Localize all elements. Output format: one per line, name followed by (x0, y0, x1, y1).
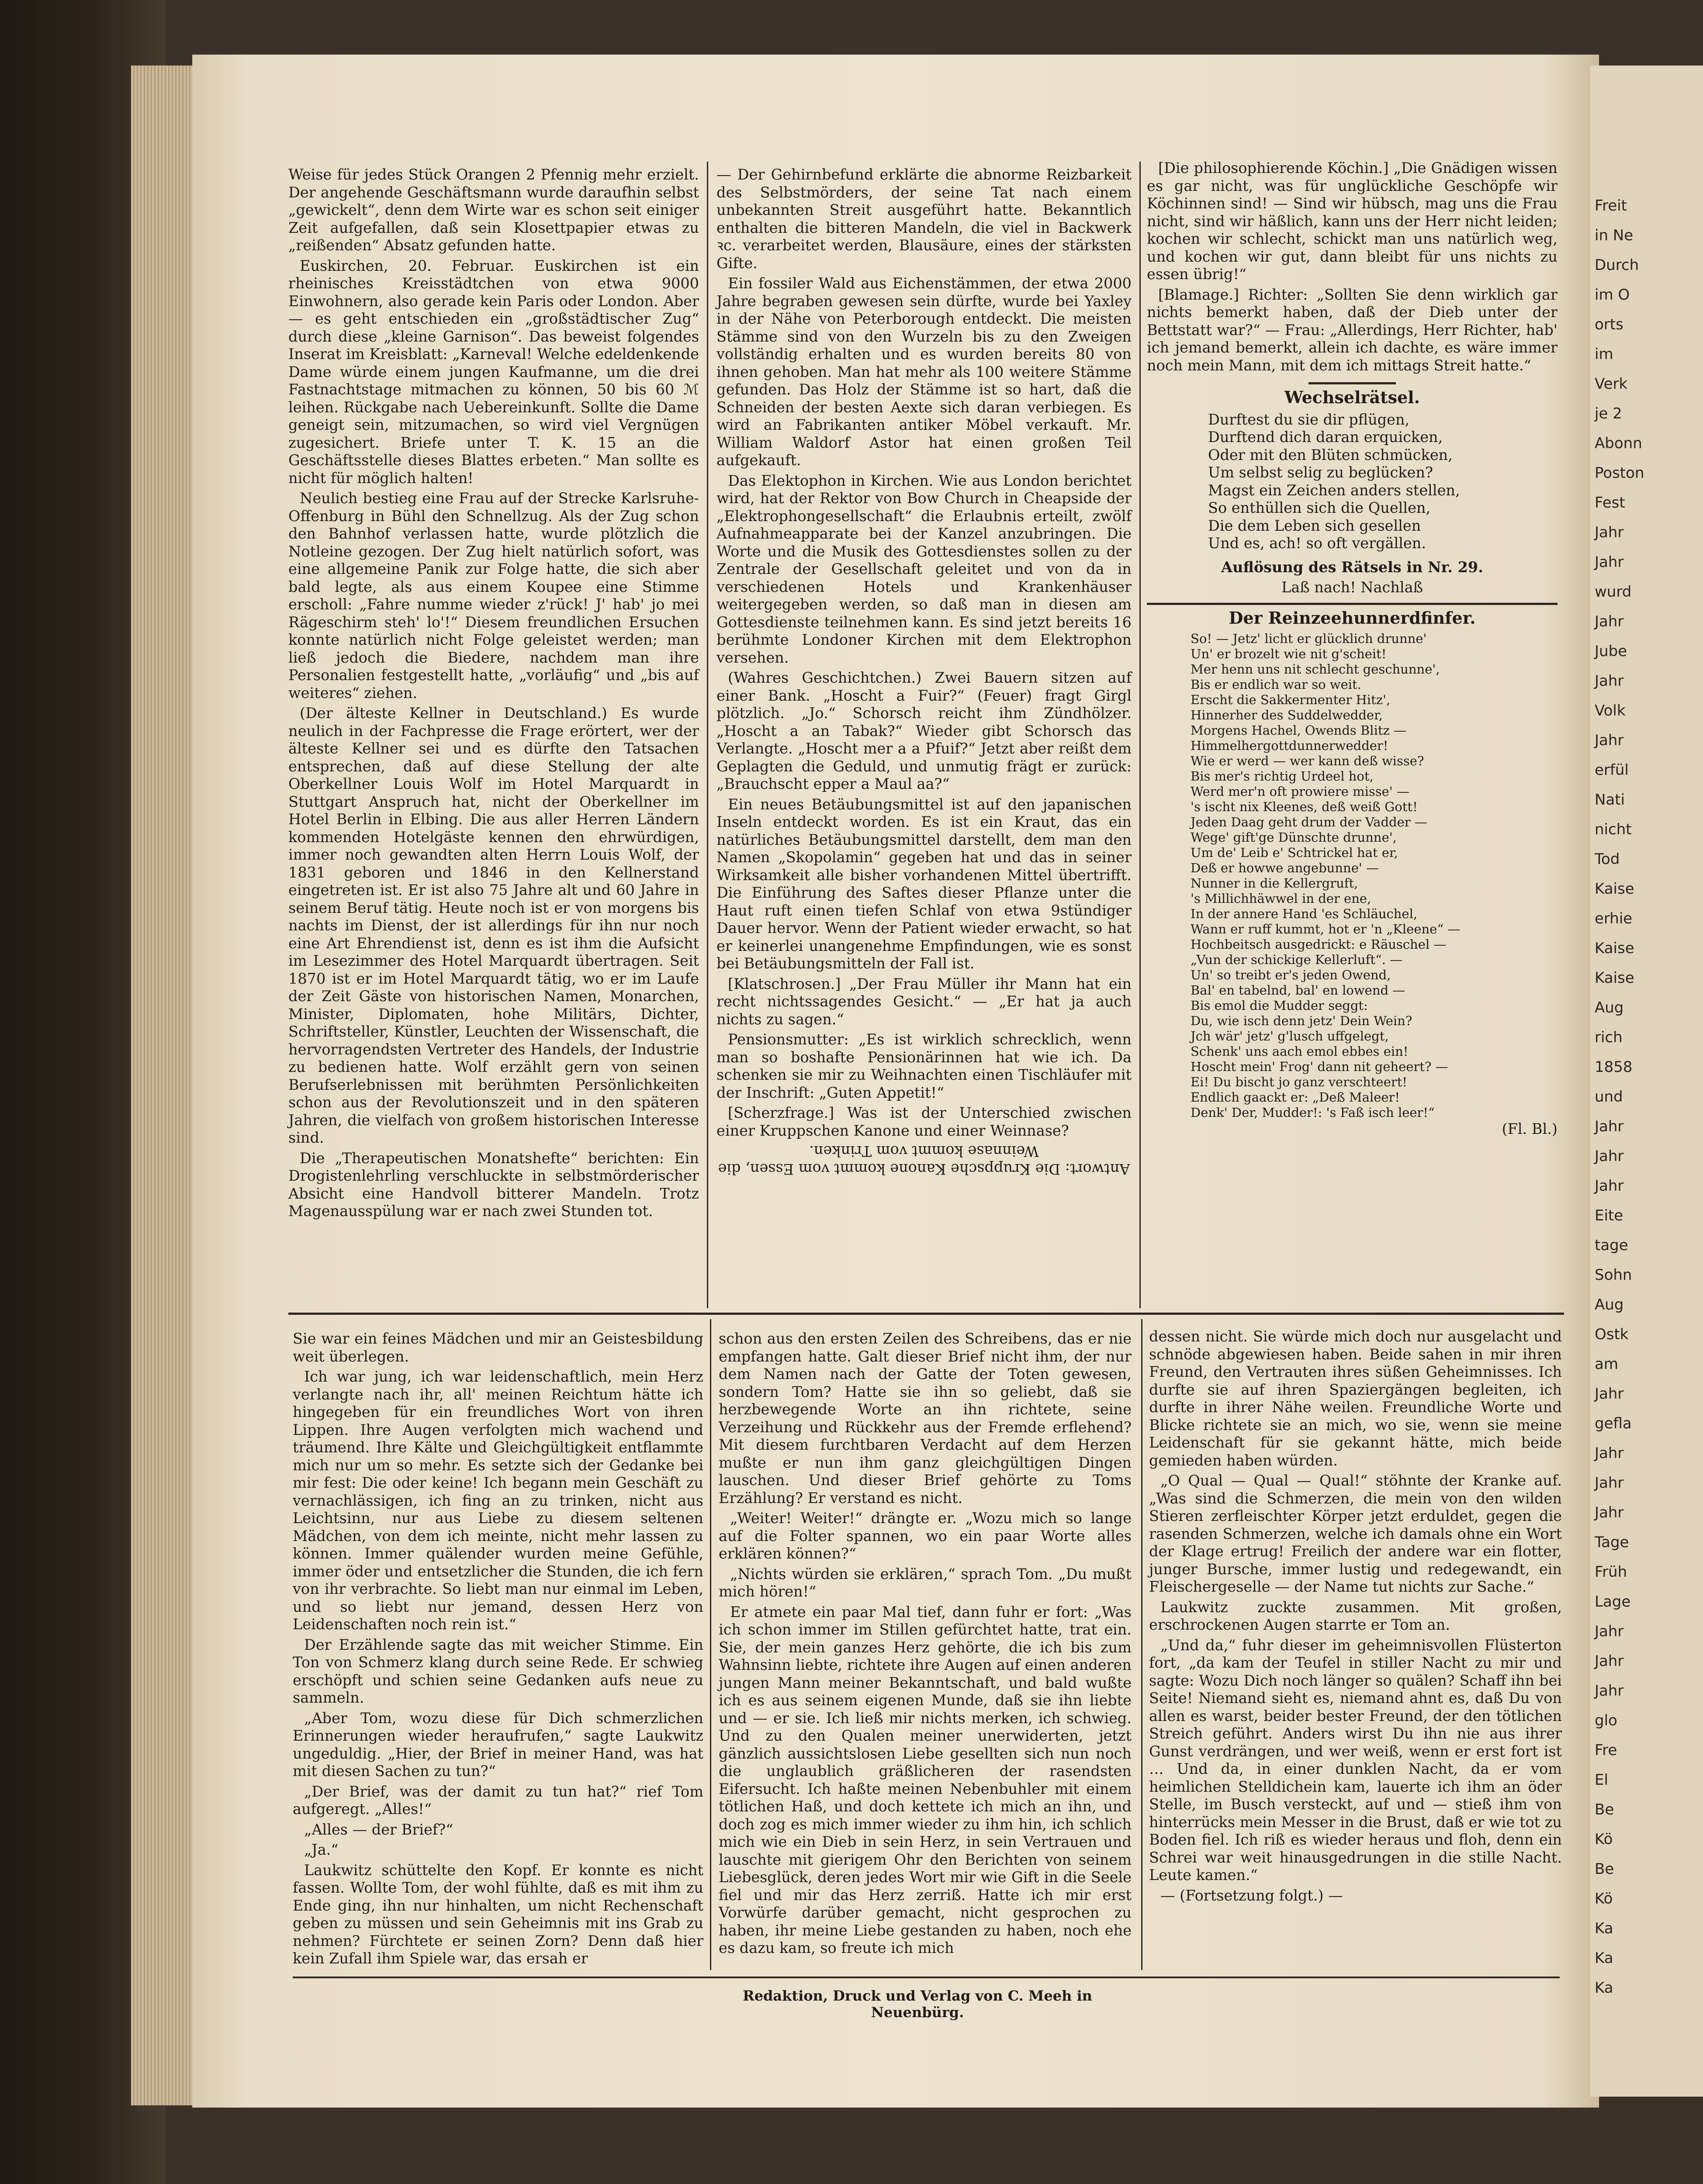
poem-line: Wann er ruff kummt, hot er 'n „Kleene“ — (1191, 922, 1461, 936)
facing-page-text: Früh (1595, 1563, 1627, 1581)
paragraph: Weise für jedes Stück Orangen 2 Pfennig mehr erzielt. Der angehende Geschäftsmann wurde daraufhin selbst „gewickelt“, denn dem Wirte war es schon seit einiger Zeit aufgefallen, daß sein Klosettpapier etwas zu „reißenden“ Absatz gefunden hatte. (288, 166, 699, 254)
riddle-solution: Auflösung des Rätsels in Nr. 29. (1221, 558, 1483, 576)
facing-page-text: orts (1595, 316, 1623, 333)
facing-page-text: Verk (1595, 375, 1628, 393)
facing-page-text: Tod (1595, 850, 1620, 868)
paragraph: [Blamage.] Richter: „Sollten Sie denn wirklich gar nichts bemerkt haben, daß der Dieb unter der Bettstatt war?“ — Frau: „Allerdings, Herr Richter, hab' ich jemand bemerkt, allein ich dachte, es wäre immer noch mein Mann, mit dem ich mittags Streit hatte.“ (1147, 286, 1558, 374)
poem-line: Mer henn uns nit schlecht geschunne', (1191, 662, 1440, 677)
paragraph: Ein neues Betäubungsmittel ist auf den japanischen Inseln entdeckt worden. Es ist ein Kraut, das ein natürliches Betäubungsmittel darstellt, dem man den Namen „Skopolamin“ gegeben hat und das in seiner Wirksamkeit alle bisher vorhandenen Mittel übertrifft. Die Einführung des Saftes dieser Pflanze unter die Haut ruft einen tiefen Schlaf von etwa 9stündiger Dauer hervor. Wenn der Patient wieder erwacht, so hat er keinerlei unangenehme Empfindungen, wie es sonst bei Betäubungsmitteln der Fall ist. (717, 795, 1132, 972)
paragraph: „Der Brief, was der damit zu tun hat?“ rief Tom aufgeregt. „Alles!“ (293, 1783, 703, 1818)
poem-line: Hochbeitsch ausgedrickt: e Räuschel — (1191, 937, 1447, 952)
facing-page-text: Kaise (1595, 969, 1634, 987)
poem-line: Un' so treibt er's jeden Owend, (1191, 968, 1391, 982)
column-e (719, 1330, 1132, 1960)
facing-page-text: Jahr (1595, 1623, 1624, 1640)
poem-line: Werd mer'n oft prowiere misse' — (1191, 784, 1409, 799)
poem-line: Denk' Der, Mudder!: 's Faß isch leer!“ (1191, 1105, 1435, 1120)
paragraph: [Die philosophierende Köchin.] „Die Gnädigen wissen es gar nicht, was für unglückliche Geschöpfe wir Köchinnen sind! — Sind wir hübsch, mag uns die Frau nicht, sind wir häßlich, kann uns der Herr nicht leiden; kochen wir schlecht, schickt man uns natürlich weg, und kochen wir gut, dann bleibt für uns nichts zu essen übrig!“ (1147, 159, 1558, 283)
facing-page-text: im (1595, 346, 1613, 363)
poem-rule (1147, 603, 1558, 605)
column-a (288, 166, 699, 1223)
paragraph: Der Erzählende sagte das mit weicher Stimme. Ein Ton von Schmerz klang durch seine Rede. Er schwieg erschöpft und schien seine Gedanken aufs neue zu sammeln. (293, 1636, 703, 1706)
poem-line: Hinnerher des Suddelwedder, (1191, 708, 1383, 722)
poem-line: Um de' Leib e' Schtrickel hat er, (1191, 845, 1398, 860)
paragraph: „Aber Tom, wozu diese für Dich schmerzlichen Erinnerungen wieder heraufrufen,“ sagte Laukwitz ungeduldig. „Hier, der Brief in meiner Hand, was hat mit diesen Sachen zu tun?“ (293, 1709, 703, 1780)
facing-page-text: Jahr (1595, 1177, 1624, 1195)
paragraph: Laukwitz zuckte zusammen. Mit großen, erschrockenen Augen starrte er Tom an. (1149, 1598, 1562, 1633)
poem-line: Nunner in die Kellergruft, (1191, 876, 1358, 891)
paragraph: dessen nicht. Sie würde mich doch nur ausgelacht und schnöde abgewiesen haben. Beide sahen in mir ihren Freund, den Vertrauten ihres süßen Geheimnisses. Ich durfte sie auf ihren Spaziergängen begleiten, ich durfte in ihrer Nähe weilen. Freundliche Worte und Blicke richtete sie an mich, wo sie, wenn sie meine Leidenschaft für sie gekannt hätte, mich beide gemieden haben würden. (1149, 1328, 1562, 1469)
paragraph: Euskirchen, 20. Februar. Euskirchen ist ein rheinisches Kreisstädtchen von etwa 9000 Einwohnern, also gerade kein Paris oder London. Aber — es geht entschieden ein „großstädtischer Zug“ durch diese „kleine Garnison“. Das beweist folgendes Inserat im Kreisblatt: „Karneval! Welche edeldenkende Dame würde einem jungen Kaufmanne, um die drei Fastnachtstage mitmachen zu können, 50 bis 60 ℳ leihen. Rückgabe nach Uebereinkunft. Sollte die Dame geneigt sein, mitzumachen, so wird viel Vergnügen zugesichert. Briefe unter T. K. 15 an die Geschäftsstelle dieses Blattes erbeten.“ Man sollte es nicht für möglich halten! (288, 257, 699, 487)
facing-page-text: Jahr (1595, 1385, 1624, 1403)
column-rule-4 (1141, 1319, 1142, 1970)
page-stack-edges (131, 66, 201, 2105)
poem-line: 's ischt nix Kleenes, deß weiß Gott! (1191, 799, 1418, 814)
riddle-line: Durftest du sie dir pflügen, (1208, 411, 1410, 428)
facing-page-text: erfül (1595, 761, 1629, 779)
paragraph: „Alles — der Brief?“ (304, 1821, 453, 1838)
riddle-title: Wechselrätsel. (1284, 387, 1420, 407)
facing-page-text: Ka (1595, 1920, 1613, 1937)
poem-line: Jch wär' jetz' g'lusch uffgelegt, (1191, 1029, 1389, 1044)
facing-page-text: Fre (1595, 1742, 1617, 1759)
poem-line: Bis mer's richtig Urdeel hot, (1191, 769, 1374, 784)
poem-line: Schenk' uns aach emol ebbes ein! (1191, 1044, 1409, 1059)
facing-page-text: Jahr (1595, 1444, 1624, 1462)
facing-page-text: 1858 (1595, 1058, 1633, 1076)
facing-page-text: Jahr (1595, 732, 1624, 749)
column-d (293, 1330, 703, 1970)
poem-line: In der annere Hand 'es Schläuchel, (1191, 906, 1418, 921)
facing-page-text: Jahr (1595, 1147, 1624, 1165)
facing-page-text: Tage (1595, 1534, 1629, 1551)
riddle-line: Und es, ach! so oft vergällen. (1208, 535, 1426, 552)
facing-page-text: Sohn (1595, 1266, 1632, 1284)
facing-page-text: Aug (1595, 1296, 1624, 1313)
poem-line: Hoscht mein' Frog' dann nit geheert? — (1191, 1059, 1448, 1074)
facing-page-text: Poston (1595, 464, 1644, 482)
inverted-answer: Antwort: Die Kruppsche Kanone kommt vom Essen, die Weinnase kommt vom Trinken. (718, 1143, 1130, 1178)
paragraph: schon aus den ersten Zeilen des Schreibens, das er nie empfangen hatte. Galt dieser Brief nicht ihm, der nur dem Namen nach der Gatte der Toten gewesen, sondern Tom? Hatte sie ihn so geliebt, daß sie herzbewegende Worte an ihn richtete, seine Verzeihung und Rückkehr aus der Fremde erflehend? Mit diesem furchtbaren Verdacht auf dem Herzen mußte er nun ihm ganz gleichgültigen Dingen lauschen. Und dieser Brief gehörte zu Toms Erzählung? Er verstand es nicht. (719, 1330, 1132, 1507)
facing-page-text: Volk (1595, 702, 1626, 719)
poem-title: Der Reinzeehunnerdfinfer. (1229, 608, 1476, 628)
paragraph: [Klatschrosen.] „Der Frau Müller ihr Mann hat ein recht nichtssagendes Gesicht.“ — „Er hat ja auch nichts zu sagen.“ (717, 975, 1132, 1028)
facing-page-text: Ostk (1595, 1326, 1629, 1343)
riddle-line: Die dem Leben sich gesellen (1208, 517, 1421, 534)
column-rule-1 (707, 162, 708, 1308)
riddle-line: Durftend dich daran erquicken, (1208, 429, 1443, 446)
facing-page-text: am (1595, 1355, 1618, 1373)
facing-page-text: Jahr (1595, 1118, 1624, 1135)
facing-page-text: Be (1595, 1801, 1614, 1818)
poem-line: Wie er werd — wer kann deß wisse? (1191, 753, 1424, 768)
paragraph: — Der Gehirnbefund erklärte die abnorme Reizbarkeit des Selbstmörders, der seine Tat nach einem unbekannten Streit ausgeführt hatte. Bekanntlich enthalten die bitteren Mandeln, die viel in Backwerk ꝛc. verarbeitet werden, Blausäure, eines der stärksten Gifte. (717, 166, 1132, 272)
facing-page-text: Fest (1595, 494, 1625, 511)
facing-page-text: Kaise (1595, 880, 1634, 898)
facing-page-text: Lage (1595, 1593, 1631, 1610)
column-f (1149, 1328, 1562, 1907)
poem-line: Du, wie isch denn jetz' Dein Wein? (1191, 1013, 1412, 1028)
column-b (717, 166, 1132, 1180)
facing-page-text: Ka (1595, 1949, 1613, 1967)
facing-page-text: Ka (1595, 1979, 1613, 1997)
poem-line: Bal' en tabelnd, bal' en lowend — (1191, 983, 1405, 998)
facing-page-text: und (1595, 1088, 1623, 1106)
paragraph: „O Qual — Qual — Qual!“ stöhnte der Kranke auf. „Was sind die Schmerzen, die mein von den wilden Stieren zerfleischter Körper jetzt erduldet, gegen die rasenden Schmerzen, welche ich damals ohne ein Wort der Klage ertrug! Freilich der andere war ein flotter, junger Bursche, immer lustig und redegewandt, ein Fleischergeselle — der Name tut nichts zur Sache.“ (1149, 1472, 1562, 1595)
facing-page-text: glo (1595, 1712, 1617, 1729)
facing-page-text: Freit (1595, 197, 1627, 214)
facing-page-text: gefla (1595, 1415, 1632, 1432)
short-rule (1308, 382, 1396, 384)
facing-page-text: Kaise (1595, 940, 1634, 957)
paragraph: Ich war jung, ich war leidenschaftlich, mein Herz verlangte nach ihr, all' meinen Reichtum hätte ich hingegeben für ein freundliches Wort von ihren Lippen. Ihre Augen verfolgten mich wachend und träumend. Ihre Kälte und Gleichgültigkeit entflammte mich nur um so mehr. Es setzte sich der Gedanke bei mir fest: Die oder keine! Ich begann mein Geschäft zu vernachlässigen, ich fing an zu trinken, nicht aus Leichtsinn, nur aus Liebe zu diesem seltenen Mädchen, von dem ich meinte, nicht mehr lassen zu können. Immer quälender wurden meine Gefühle, immer öder und entsetzlicher die Stunden, die ich fern von ihr verbrachte. So liebt man nur einmal im Leben, und so liebt nur jemand, dessen Herz von Leidenschaften noch rein ist.“ (293, 1368, 703, 1633)
facing-page-text: Jahr (1595, 553, 1624, 571)
facing-page-text: Be (1595, 1860, 1614, 1878)
poem-line: Deß er howwe angebunne' — (1191, 860, 1379, 875)
poem-line: Morgens Hachel, Owends Blitz — (1191, 723, 1407, 738)
riddle-line: Oder mit den Blüten schmücken, (1208, 446, 1453, 463)
facing-page-text: wurd (1595, 583, 1632, 601)
paragraph: — (Fortsetzung folgt.) — (1160, 1887, 1343, 1904)
imprint-footer: Redaktion, Druck und Verlag von C. Meeh in Neuenbürg. (743, 1987, 1092, 2021)
facing-page-text: in Ne (1595, 227, 1634, 244)
paragraph: (Wahres Geschichtchen.) Zwei Bauern sitzen auf einer Bank. „Hoscht a Fuir?“ (Feuer) fragt Girgl plötzlich. „Jo.“ Schorsch reicht ihm Zündhölzer. „Hoscht a an Tabak?“ Wieder gibt Schorsch das Verlangte. „Hoscht mer a a Pfuif?“ Jetzt aber reißt dem Geplagten die Geduld, und unmutig frägt er zurück: „Brauchscht epper a Maul aa?“ (717, 669, 1132, 792)
paragraph: Neulich bestieg eine Frau auf der Strecke Karlsruhe-Offenburg in Bühl den Schnellzug. Als der Zug schon den Bahnhof verlassen hatte, wurde plötzlich die Notleine gezogen. Der Zug hielt natürlich sofort, was eine allgemeine Panik zur Folge hatte, die sich aber bald legte, als aus einem Koupee eine Stimme erscholl: „Fahre numme wieder z'rück! J' hab' jo mei Rägeschirm steh' lo'!“ Diesem freundlichen Ersuchen konnte natürlich nicht Folge geleistet werden; man ließ jedoch die Biedere, nachdem man ihre Personalien festgestellt hatte, „vorläufig“ und „bis auf weiteres“ ziehen. (288, 490, 699, 702)
facing-page-text: El (1595, 1771, 1608, 1789)
riddle-line: So enthüllen sich die Quellen, (1208, 499, 1431, 516)
column-rule-3 (710, 1319, 711, 1970)
facing-page-text: Nati (1595, 791, 1625, 809)
poem-line: 's Millichhäwwel in der ene, (1191, 891, 1371, 906)
column-c (1147, 159, 1558, 1141)
facing-page-text: Jube (1595, 643, 1627, 660)
bottom-rule (293, 1977, 1560, 1978)
facing-page-text: Durch (1595, 256, 1639, 274)
facing-page-text: Jahr (1595, 1474, 1624, 1492)
facing-page-text: Jahr (1595, 613, 1624, 630)
paragraph: (Der älteste Kellner in Deutschland.) Es wurde neulich in der Fachpresse die Frage erörtert, wer der älteste Kellner sei und es dürfte den Tatsachen entsprechen, daß auf diese Stellung der alte Oberkellner Louis Wolf im Hotel Marquardt in Stuttgart Anspruch hat, nicht der Oberkellner im Hotel Berlin in Elbing. Die aus aller Herren Ländern kommenden Hotelgäste kennen den ehrwürdigen, immer noch gewandten alten Herrn Louis Wolf, der 1831 geboren und 1846 in den Kellnerstand eingetreten ist. Er ist also 75 Jahre alt und 60 Jahre in seinem Beruf tätig. Heute noch ist er von morgens bis nachts im Dienst, der ist allerdings für ihn nur noch eine Art Ehrendienst ist, denn es ist ihm die Aufsicht im Lesezimmer des Hotel Marquardt übertragen. Seit 1870 ist er im Hotel Marquardt tätig, wo er im Laufe der Zeit Gäste von historischen Namen, Monarchen, Minister, Diplomaten, hohe Militärs, Dichter, Schriftsteller, Künstler, Leuchten der Wissenschaft, die hervorragendsten Vertreter des Handels, der Industrie zu bedienen hatte. Wolf erzählt gern von seinen Berufserlebnissen mit berühmten Persönlichkeiten schon aus der Revolutionszeit und in den späteren Jahren, die vielfach von großem historischen Interesse sind. (288, 705, 699, 1146)
poem-line: Erscht die Sakkermenter Hitz', (1191, 692, 1391, 707)
facing-page-text: tage (1595, 1237, 1628, 1254)
paragraph: „Nichts würden sie erklären,“ sprach Tom. „Du mußt mich hören!“ (719, 1565, 1132, 1600)
facing-page-text: Jahr (1595, 1504, 1624, 1521)
facing-page-text: Jahr (1595, 672, 1624, 690)
poem-line: Wege' gift'ge Dünschte drunne', (1191, 830, 1397, 845)
poem-line: Endlich gaackt er: „Deß Maleer! (1191, 1090, 1400, 1105)
paragraph: Ein fossiler Wald aus Eichenstämmen, der etwa 2000 Jahre begraben gewesen sein dürfte, wurde bei Yaxley in der Nähe von Peterborough entdeckt. Die meisten Stämme sind von den Wurzeln bis zu den Zweigen vollständig erhalten und es wurden bereits 80 von ihnen gehoben. Man hat mehr als 100 weitere Stämme gefunden. Das Holz der Stämme ist so hart, daß die Schneiden der besten Aexte sich daran verbiegen. Es wird an Fabrikanten antiker Möbel verkauft. Mr. William Waldorf Astor hat einen großen Teil aufgekauft. (717, 275, 1132, 469)
facing-page-text: Kö (1595, 1831, 1613, 1848)
column-rule-2 (1139, 162, 1141, 1308)
facing-page-text: rich (1595, 1029, 1623, 1046)
riddle-line: Um selbst selig zu beglücken? (1208, 464, 1433, 481)
facing-page-text: je 2 (1595, 405, 1622, 422)
poem-line: Himmelhergottdunnerwedder! (1191, 738, 1388, 753)
facing-page-text: Eite (1595, 1207, 1623, 1224)
facing-page-fragment (1590, 66, 1703, 2097)
facing-page-text: nicht (1595, 821, 1632, 838)
poem-line: Bis er endlich war so weit. (1191, 677, 1361, 692)
poem-line: Bis emol die Mudder seggt: (1191, 998, 1368, 1013)
facing-page-text: Jahr (1595, 1682, 1624, 1700)
paragraph: Pensionsmutter: „Es ist wirklich schrecklich, wenn man so boshafte Pensionärinnen hat wie ich. Da schenken sie mir zu Weihnachten einen Tischläufer mit der Inschrift: „Guten Appetit!“ (717, 1031, 1132, 1101)
paragraph: „Weiter! Weiter!“ drängte er. „Wozu mich so lange auf die Folter spannen, wo ein paar Worte alles erklären können?“ (719, 1510, 1132, 1562)
riddle-answer: Laß nach! Nachlaß (1281, 579, 1423, 596)
poem-signature: (Fl. Bl.) (1502, 1120, 1558, 1137)
facing-page-text: Jahr (1595, 524, 1624, 541)
facing-page-text: Aug (1595, 999, 1624, 1016)
poem-line: So! — Jetz' licht er glücklich drunne' (1191, 631, 1427, 646)
poem-line: „Vun der schickige Kellerluft“. — (1191, 952, 1403, 967)
paragraph: Sie war ein feines Mädchen und mir an Geistesbildung weit überlegen. (293, 1330, 703, 1365)
section-divider (288, 1313, 1564, 1315)
poem-line: Jeden Daag geht drum der Vadder — (1191, 815, 1427, 829)
riddle-line: Magst ein Zeichen anders stellen, (1208, 481, 1460, 499)
facing-page-text: Jahr (1595, 1652, 1624, 1670)
paragraph: Die „Therapeutischen Monatshefte“ berichten: Ein Drogistenlehrling verschluckte in selbstmörderischer Absicht eine Handvoll bitterer Mandeln. Trotz Magenausspülung war er nach zwei Stunden tot. (288, 1149, 699, 1220)
paragraph: [Scherzfrage.] Was ist der Unterschied zwischen einer Kruppschen Kanone und einer Weinnase? (717, 1104, 1132, 1139)
facing-page-text: Kö (1595, 1890, 1613, 1908)
paragraph: „Ja.“ (304, 1841, 339, 1858)
poem-line: Un' er brozelt wie nit g'scheit! (1191, 646, 1387, 661)
facing-page-text: erhie (1595, 910, 1633, 927)
paragraph: „Und da,“ fuhr dieser im geheimnisvollen Flüsterton fort, „da kam der Teufel in stiller Nacht zu mir und sagte: Wozu Dich noch länger so quälen? Schaff ihn bei Seite! Niemand sieht es, niemand ahnt es, daß Du von allen es warst, beider bester Freund, der den tötlichen Streich geführt. Anders wirst Du ihn nie aus ihrer Gunst verdrängen, und wer weiß, wenn er erst fort ist … Und da, in einer dunklen Nacht, da er vom heimlichen Stelldichein kam, lauerte ich ihm an öder Stelle, im Busch versteckt, auf und — stieß ihm von hinterrücks mein Messer in die Brust, daß er wie tot zu Boden fiel. Ich riß es wieder heraus und floh, denn ein Schrei war weit hinausgedrungen in die stille Nacht. Leute kamen.“ (1149, 1636, 1562, 1883)
facing-page-text: Abonn (1595, 435, 1642, 452)
poem-line: Ei! Du bischt jo ganz verschteert! (1191, 1075, 1408, 1089)
paragraph: Das Elektophon in Kirchen. Wie aus London berichtet wird, hat der Rektor von Bow Church in Cheapside der „Elektrophongesellschaft“ die Erlaubnis erteilt, zwölf Aufnahmeapparate bei der Kanzel anzubringen. Die Worte und die Musik des Gottesdienstes sollen zu der Zentrale der Gesellschaft geleitet und von da in verschiedenen Hotels und Krankenhäuser weitergegeben werden, so daß man in diesen am Gottesdienste teilnehmen kann. Es sind jetzt bereits 16 berühmte Londoner Kirchen mit dem Elektrophon versehen. (717, 472, 1132, 666)
paragraph: Laukwitz schüttelte den Kopf. Er konnte es nicht fassen. Wollte Tom, der wohl fühlte, daß es mit ihm zu Ende ging, ihn nur hinhalten, um nicht Rechenschaft geben zu müssen und sein Geheimnis mit ins Grab zu nehmen? Fürchtete er seinen Zorn? Denn daß hier kein Zufall ihm Spiele war, das ersah er (293, 1861, 703, 1967)
facing-page-text: im O (1595, 286, 1630, 304)
paragraph: Er atmete ein paar Mal tief, dann fuhr er fort: „Was ich schon immer im Stillen gefürchtet hatte, trat ein. Sie, der mein ganzes Herz gehörte, die ich bis zum Wahnsinn liebte, richtete ihre Augen auf einen anderen jungen Mann meiner Bekanntschaft, und bald wußte ich es aus seinem eigenen Munde, daß sie ihn liebte und — er sie. Ich ließ mir nichts merken, ich schwieg. Und zu den Qualen meiner unerwiderten, jetzt gänzlich aussichtslosen Liebe gesellten sich nun noch die unglaublich gräßlicheren der rasendsten Eifersucht. Ich haßte meinen Nebenbuhler mit einem tötlichen Haß, und doch kettete ich mich an ihn, und doch zog es mich immer wieder zu ihm hin, ich schlich mich wie ein Dieb in sein Herz, in sein Vertrauen und lauschte mit gierigem Ohr den Berichten von seinem Liebesglück, deren jedes Wort mir wie Gift in die Seele fiel und mir das Herz zerriß. Hatte ich mir erst Vorwürfe darüber gemacht, nicht gesprochen zu haben, ihr meine Liebe gestanden zu haben, noch ehe es dazu kam, so freute ich mich (719, 1603, 1132, 1956)
